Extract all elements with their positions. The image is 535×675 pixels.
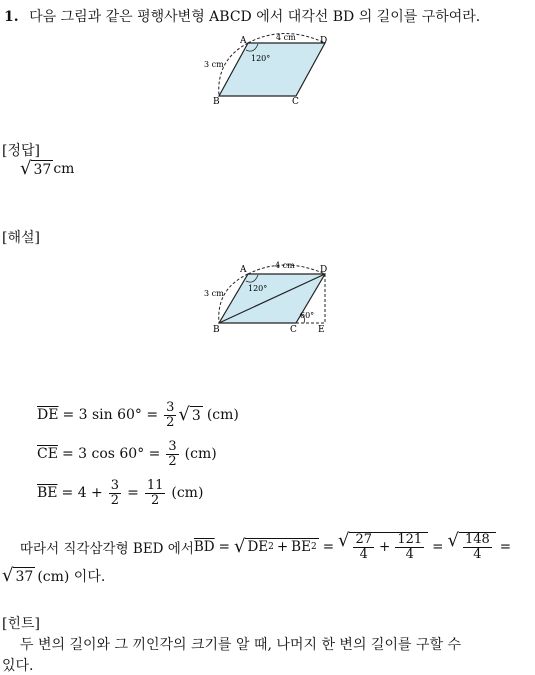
equation-de-middle: = 3 sin 60° = <box>62 407 159 423</box>
equation-de <box>37 398 239 432</box>
problem-text: 다음 그림과 같은 평행사변형 ABCD 에서 대각선 BD 의 길이를 구하여라. <box>29 9 481 25</box>
conclusion-line2 <box>2 566 105 586</box>
top-side-length-2: 4 cm <box>275 261 295 270</box>
angle-a-label: 120° <box>248 284 268 293</box>
fraction-3-2: $\frac{3}{2}$ <box>110 477 120 508</box>
conclusion-suffix: (cm) 이다. <box>37 569 106 585</box>
vertex-d-label: D <box>320 36 328 46</box>
answer-header: [정답] <box>2 143 40 159</box>
sqrt-sum-squares: √ DE 2 + $\overline{BE}$ 2 <box>233 535 317 557</box>
segment-de: $\overline{DE}$ <box>37 407 59 423</box>
vertex-a-label: A <box>240 36 247 46</box>
fraction-11-2: $\frac{11}{2}$ <box>146 477 164 508</box>
angle-label: 120° <box>251 54 271 63</box>
vertex-a-label-2: A <box>240 265 247 275</box>
segment-ce: $\overline{CE}$ <box>37 446 58 462</box>
fraction-3-2: $\frac{3}{2}$ <box>166 399 175 430</box>
sqrt-37: √ 37 <box>2 565 34 586</box>
hint-line1: 두 변의 길이와 그 끼인각의 크기를 알 때, 나머지 한 변의 길이를 구할 수 <box>20 637 461 653</box>
equation-ce <box>37 437 217 471</box>
problem-statement <box>4 6 534 26</box>
parallelogram-shape <box>219 43 325 96</box>
top-side-length: 4 cm <box>276 33 296 42</box>
hint-header: [힌트] <box>2 616 40 632</box>
answer-unit: cm <box>53 161 75 177</box>
left-side-length: 3 cm <box>204 60 224 69</box>
segment-bd: $\overline{BD}$ <box>193 538 215 555</box>
equation-ce-middle: = 3 cos 60° = <box>61 446 161 462</box>
conclusion-prefix: 따라서 직각삼각형 BED 에서 <box>20 540 194 557</box>
parallelogram-figure <box>196 30 346 110</box>
conclusion-line1: 따라서 직각삼각형 BED 에서 $\overline{BD}$ = √ DE 2 + $\overline{BE}$ 2 = √ $\frac{27}{4}$ + $\frac{121}{4}$ = √ $\frac{148}{4}$ = <box>20 530 512 562</box>
unit: (cm) <box>171 485 204 501</box>
answer-value <box>20 160 74 178</box>
unit: (cm) <box>206 407 239 423</box>
vertex-e-label: E <box>318 325 325 335</box>
segment-be: $\overline{BE}$ <box>37 485 58 501</box>
equation-be-middle: = 4 + <box>61 485 103 501</box>
fraction-3-2: $\frac{3}{2}$ <box>168 438 177 469</box>
left-side-length-2: 3 cm <box>204 289 224 298</box>
angle-c-label: 60° <box>300 311 315 320</box>
vertex-c-label: C <box>292 97 299 107</box>
vertex-b-label: B <box>213 97 220 107</box>
hint-line2: 있다. <box>2 658 34 674</box>
sqrt-3: √ 3 <box>178 404 201 425</box>
problem-number: 1. <box>4 9 19 25</box>
answer-sqrt: √ 37 <box>20 158 52 179</box>
vertex-b-label-2: B <box>213 325 220 335</box>
unit: (cm) <box>184 446 217 462</box>
equals-sign: = <box>127 485 139 501</box>
vertex-c-label-2: C <box>290 325 297 335</box>
explanation-figure <box>196 256 346 341</box>
sqrt-fraction-sum: √ $\frac{27}{4}$ + $\frac{121}{4}$ <box>338 532 428 561</box>
explanation-header: [해설] <box>2 230 40 246</box>
answer-radicand: 37 <box>33 161 52 178</box>
equation-be <box>37 476 203 510</box>
vertex-d-label-2: D <box>320 265 328 275</box>
sqrt-148-over-4: √ $\frac{148}{4}$ <box>447 532 495 561</box>
